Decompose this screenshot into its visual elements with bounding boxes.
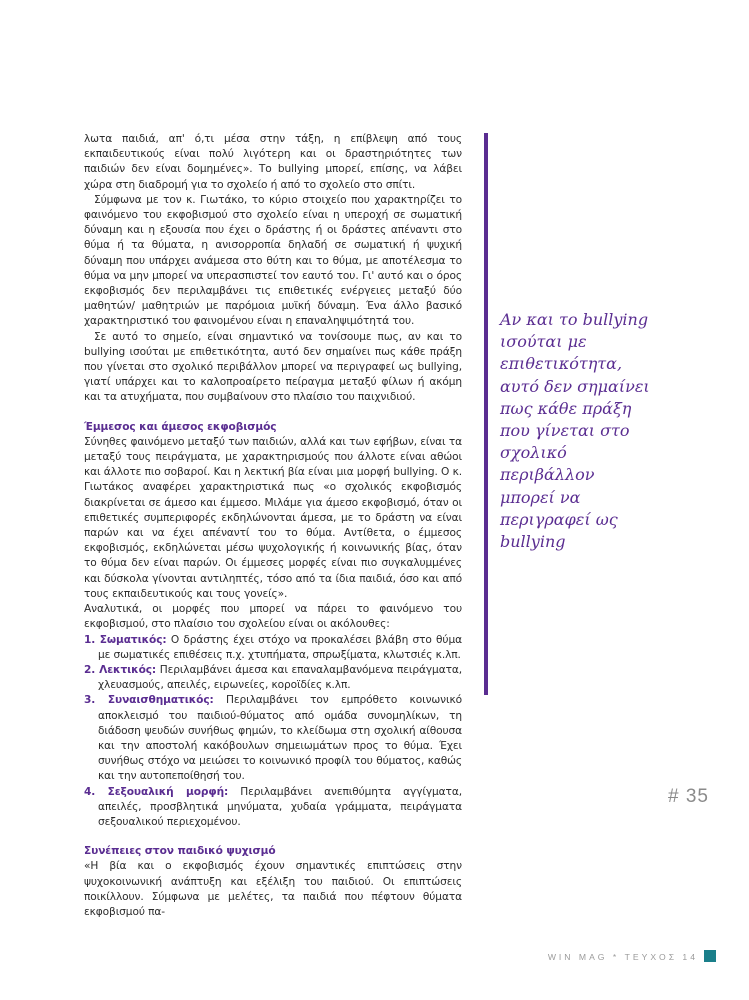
paragraph: λωτα παιδιά, απ' ό,τι μέσα στην τάξη, η επίβλεψη από τους εκπαιδευτικούς είναι πολύ λιγότερη και οι δραστηριότητες των παιδιών δεν είναι δομημένες». Το bullying μπορεί, επίσης, να λάβει χώρα στη διαδρομή για το σχολείο ή από το σχολείο στο σπίτι.	[84, 133, 462, 191]
paragraph: Σε αυτό το σημείο, είναι σημαντικό να τονίσουμε πως, αν και το bullying ισούται με επιθετικότητα, αυτό δεν σημαίνει πως κάθε πράξη που γίνεται στο σχολικό περιβάλλον μπορεί να περιγραφεί ως bullying, γιατί υπάρχει και το καλοπροαίρετο πείραγμα μεταξύ φίλων ή ακόμη και τα ατυχήματα, που συμβαίνουν στο πλαίσιο του παιχνιδιού.	[84, 330, 462, 404]
paragraph: Σύμφωνα με τον κ. Γιωτάκο, το κύριο στοιχείο που χαρακτηρίζει το φαινόμενο του εκφοβισμού στο σχολείο είναι η υπεροχή σε σωματική δύναμη και η εξουσία που έχει ο δράστης ή οι δράστες απέναντι στο θύμα ή τα θύματα, η ανισορροπία δηλαδή σε σωματική ή ψυχική δύναμη που υπάρχει ανάμεσα στο θύτη και το θύμα, με αποτέλεσμα το θύμα να μην μπορεί να υπερασπιστεί τον εαυτό του. Γι' αυτό και ο όρος εκφοβισμός δεν περιλαμβάνει τις επιθετικές ενέργειες μεταξύ δύο μαθητών/ μαθητριών με παρόμοια μυϊκή δύναμη. Ένα άλλο βασικό χαρακτηριστικό του φαινομένου είναι η επαναληψιμότητά του.	[84, 193, 462, 328]
paragraph: Αναλυτικά, οι μορφές που μπορεί να πάρει το φαινόμενο του εκφοβισμού, στο πλαίσιο του σχολείου είναι οι ακόλουθες:	[84, 603, 462, 631]
section-heading: Έμμεσος και άμεσος εκφοβισμός	[84, 420, 277, 433]
list-term: 4. Σεξουαλική μορφή:	[84, 785, 229, 798]
spacer	[84, 830, 462, 844]
list-text: Περιλαμβάνει ανεπιθύμητα αγγίγματα, απειλές, προσβλητικά μηνύματα, χυδαία γράμματα, πειράγματα σεξουαλικού περιεχομένου.	[98, 785, 462, 828]
list-text: Ο δράστης έχει στόχο να προκαλέσει βλάβη στο θύμα με σωματικές επιθέσεις π.χ. χτυπήματα, σπρωξίματα, κλωτσιές κ.λπ.	[98, 633, 462, 661]
footer-square-icon	[704, 950, 716, 962]
list-term: 3. Συναισθηματικός:	[84, 694, 214, 707]
spacer	[84, 406, 462, 420]
magazine-footer: WIN MAG * ΤΕΥΧΟΣ 14	[547, 952, 698, 962]
list-item	[84, 693, 462, 784]
section-heading: Συνέπειες στον παιδικό ψυχισμό	[84, 845, 276, 858]
article-body	[84, 132, 462, 920]
pull-quote-bar	[484, 133, 488, 695]
paragraph: «Η βία και ο εκφοβισμός έχουν σημαντικές επιπτώσεις στην ψυχοκοινωνική ανάπτυξη και εξέλιξη του παιδιού. Οι επιπτώσεις ποικίλλουν. Σύμφωνα με μελέτες, τα παιδιά που πέφτουν θύματα εκφοβισμού πα-	[84, 860, 462, 918]
page-number: # 35	[668, 786, 709, 807]
list-text: Περιλαμβάνει τον εμπρόθετο κοινωνικό αποκλεισμό του παιδιού-θύματος από ομάδα συνομηλίκων, τη διάδοση ψευδών συνήθως φημών, το κλείδωμα στη σχολική αίθουσα και την αποστολή κακόβουλων σημειωμάτων προς το θύμα. Έχει συνήθως στόχο να μειώσει το κοινωνικό προφίλ του θύματος, καθώς και την αυτοπεποίθησή του.	[98, 694, 462, 783]
paragraph: Σύνηθες φαινόμενο μεταξύ των παιδιών, αλλά και των εφήβων, είναι τα μεταξύ τους πειράγματα, με χαρακτηρισμούς που άλλοτε είναι αθώοι και άλλοτε πιο σοβαροί. Και η λεκτική βία είναι μια μορφή bullying. Ο κ. Γιωτάκος αναφέρει χαρακτηριστικά πως «ο σχολικός εκφοβισμός διακρίνεται σε άμεσο και έμμεσο. Μιλάμε για άμεσο εκφοβισμό, όταν οι επιθετικές συμπεριφορές εκδηλώνονται άμεσα, με το δράστη να είναι παρών και να έχει απέναντί του το θύμα. Αντίθετα, ο έμμεσος εκφοβισμός, εκδηλώνεται μέσω ψυχολογικής ή κοινωνικής βίας, όταν το θύμα δεν είναι παρών. Οι έμμεσες μορφές είναι πιο συγκαλυμμένες και δύσκολα γίνονται αντιληπτές, τόσο από τα ίδια παιδιά, όσο και από τους εκπαιδευτικούς και τους γονείς».	[84, 435, 462, 600]
list-item	[84, 785, 462, 831]
list-item	[84, 663, 462, 693]
forms-list	[84, 633, 462, 831]
list-text: Περιλαμβάνει άμεσα και επαναλαμβανόμενα πειράγματα, χλευασμούς, απειλές, ειρωνείες, κοροϊδίες κ.λπ.	[98, 663, 463, 692]
list-item	[84, 633, 462, 663]
list-term: 2. Λεκτικός:	[84, 663, 157, 676]
pull-quote: Αν και το bullying ισούται με επιθετικότητα, αυτό δεν σημαίνει πως κάθε πράξη που γίνεται στο σχολικό περιβάλλον μπορεί να περιγραφεί ως bullying	[500, 310, 650, 552]
list-term: 1. Σωματικός:	[84, 633, 167, 646]
